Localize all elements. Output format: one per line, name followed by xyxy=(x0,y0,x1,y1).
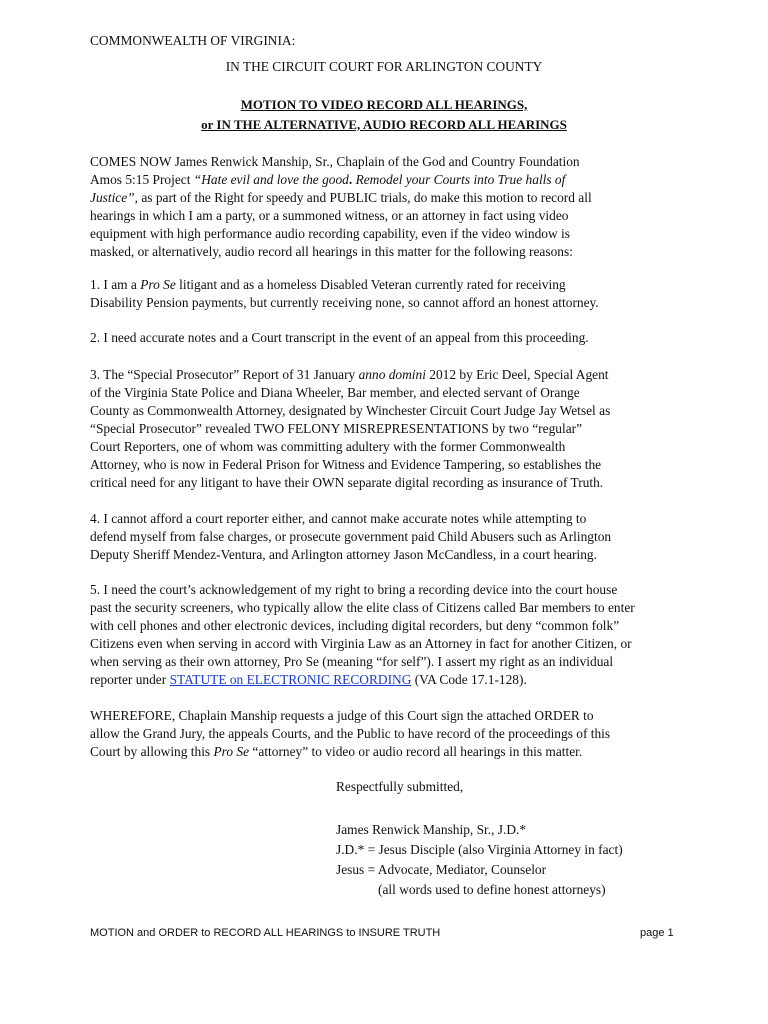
reason-text: litigant and as a homeless Disabled Veteran currently rated for receiving xyxy=(175,277,566,292)
motion-title-line2: or IN THE ALTERNATIVE, AUDIO RECORD ALL HEARINGS xyxy=(201,117,567,132)
reason-1-line: Disability Pension payments, but currently receiving none, so cannot afford an honest attorney. xyxy=(90,295,599,310)
wherefore-line: allow the Grand Jury, the appeals Courts, and the Public to have record of the proceedings of this xyxy=(90,726,611,741)
signer-name: James Renwick Manship, Sr., J.D.* xyxy=(336,822,527,837)
reason-5-line xyxy=(90,671,527,689)
reason-italic: anno domini xyxy=(358,367,426,382)
intro-quote: “Hate evil and love the good xyxy=(193,172,349,187)
wherefore-italic: Pro Se xyxy=(213,744,250,759)
motion-title-line1: MOTION TO VIDEO RECORD ALL HEARINGS, xyxy=(240,97,528,112)
reason-3-line: “Special Prosecutor” revealed TWO FELONY MISREPRESENTATIONS by two “regular” xyxy=(90,421,583,436)
jesus-definition: Jesus = Advocate, Mediator, Counselor xyxy=(336,862,547,877)
definition-note: (all words used to define honest attorneys) xyxy=(378,882,606,897)
reason-5-line: 5. I need the court’s acknowledgement of my right to bring a recording device into the court house xyxy=(90,582,618,597)
reason-4-line: Deputy Sheriff Mendez-Ventura, and Arlington attorney Jason McCandless, in a court hearing. xyxy=(90,547,597,562)
wherefore-text: “attorney” to video or audio record all hearings in this matter. xyxy=(249,744,583,759)
footer-title: MOTION and ORDER to RECORD ALL HEARINGS to INSURE TRUTH xyxy=(90,927,441,939)
intro-text: . xyxy=(348,172,356,187)
intro-line xyxy=(90,171,565,189)
reason-1-line xyxy=(90,276,566,294)
page-number: page 1 xyxy=(640,927,674,939)
reason-5-line: Citizens even when serving in accord with Virginia Law as an Attorney in fact for another Citizen, or xyxy=(90,636,632,651)
reason-3-line: Court Reporters, one of whom was committing adultery with the former Commonwealth xyxy=(90,439,566,454)
wherefore-line xyxy=(90,743,582,761)
intro-quote: Remodel your Courts into True halls of xyxy=(355,172,566,187)
intro-line: hearings in which I am a party, or a summoned witness, or an attorney in fact using video xyxy=(90,208,569,223)
reason-3-line: of the Virginia State Police and Diana Wheeler, Bar member, and elected servant of Orange xyxy=(90,385,580,400)
reason-4-line: defend myself from false charges, or prosecute government paid Child Abusers such as Arlington xyxy=(90,529,612,544)
reason-3-line xyxy=(90,366,609,384)
reason-5-line: when serving as their own attorney, Pro Se (meaning “for self”). I assert my right as an individual xyxy=(90,654,614,669)
intro-text: , as part of the Right for speedy and PUBLIC trials, do make this motion to record all xyxy=(134,190,592,205)
reason-5-line: with cell phones and other electronic devices, including digital recorders, but deny “common folk” xyxy=(90,618,620,633)
reason-5-line: past the security screeners, who typically allow the elite class of Citizens called Bar members to enter xyxy=(90,600,635,615)
reason-3-line: critical need for any litigant to have their OWN separate digital recording as insurance of Truth. xyxy=(90,475,604,490)
reason-text: 2012 by Eric Deel, Special Agent xyxy=(425,367,609,382)
intro-text: Amos 5:15 Project xyxy=(90,172,194,187)
reason-2-line: 2. I need accurate notes and a Court transcript in the event of an appeal from this proceeding. xyxy=(90,330,589,345)
intro-line: masked, or alternatively, audio record all hearings in this matter for the following reasons: xyxy=(90,244,573,259)
intro-line: COMES NOW James Renwick Manship, Sr., Chaplain of the God and Country Foundation xyxy=(90,154,580,169)
intro-line: equipment with high performance audio recording capability, even if the video window is xyxy=(90,226,570,241)
reason-italic: Pro Se xyxy=(140,277,176,292)
reason-4-line: 4. I cannot afford a court reporter either, and cannot make accurate notes while attempting to xyxy=(90,511,587,526)
reason-text: 1. I am a xyxy=(90,277,141,292)
reason-3-line: Attorney, who is now in Federal Prison for Witness and Evidence Tampering, so establishes the xyxy=(90,457,602,472)
reason-3-line: County as Commonwealth Attorney, designated by Winchester Circuit Court Judge Jay Wetsel as xyxy=(90,403,611,418)
commonwealth-heading: COMMONWEALTH OF VIRGINIA: xyxy=(90,33,296,48)
respectfully-submitted: Respectfully submitted, xyxy=(336,779,464,794)
reason-text: (VA Code 17.1-128). xyxy=(411,672,527,687)
reason-text: 3. The “Special Prosecutor” Report of 31 January xyxy=(90,367,359,382)
jd-definition: J.D.* = Jesus Disciple (also Virginia Attorney in fact) xyxy=(336,842,623,857)
intro-line xyxy=(90,189,592,207)
wherefore-line: WHEREFORE, Chaplain Manship requests a judge of this Court sign the attached ORDER to xyxy=(90,708,594,723)
wherefore-text: Court by allowing this xyxy=(90,744,214,759)
statute-link[interactable]: STATUTE on ELECTRONIC RECORDING xyxy=(169,672,412,687)
intro-quote: Justice” xyxy=(90,190,135,205)
reason-text: reporter under xyxy=(90,672,170,687)
court-heading: IN THE CIRCUIT COURT FOR ARLINGTON COUNTY xyxy=(225,59,543,74)
